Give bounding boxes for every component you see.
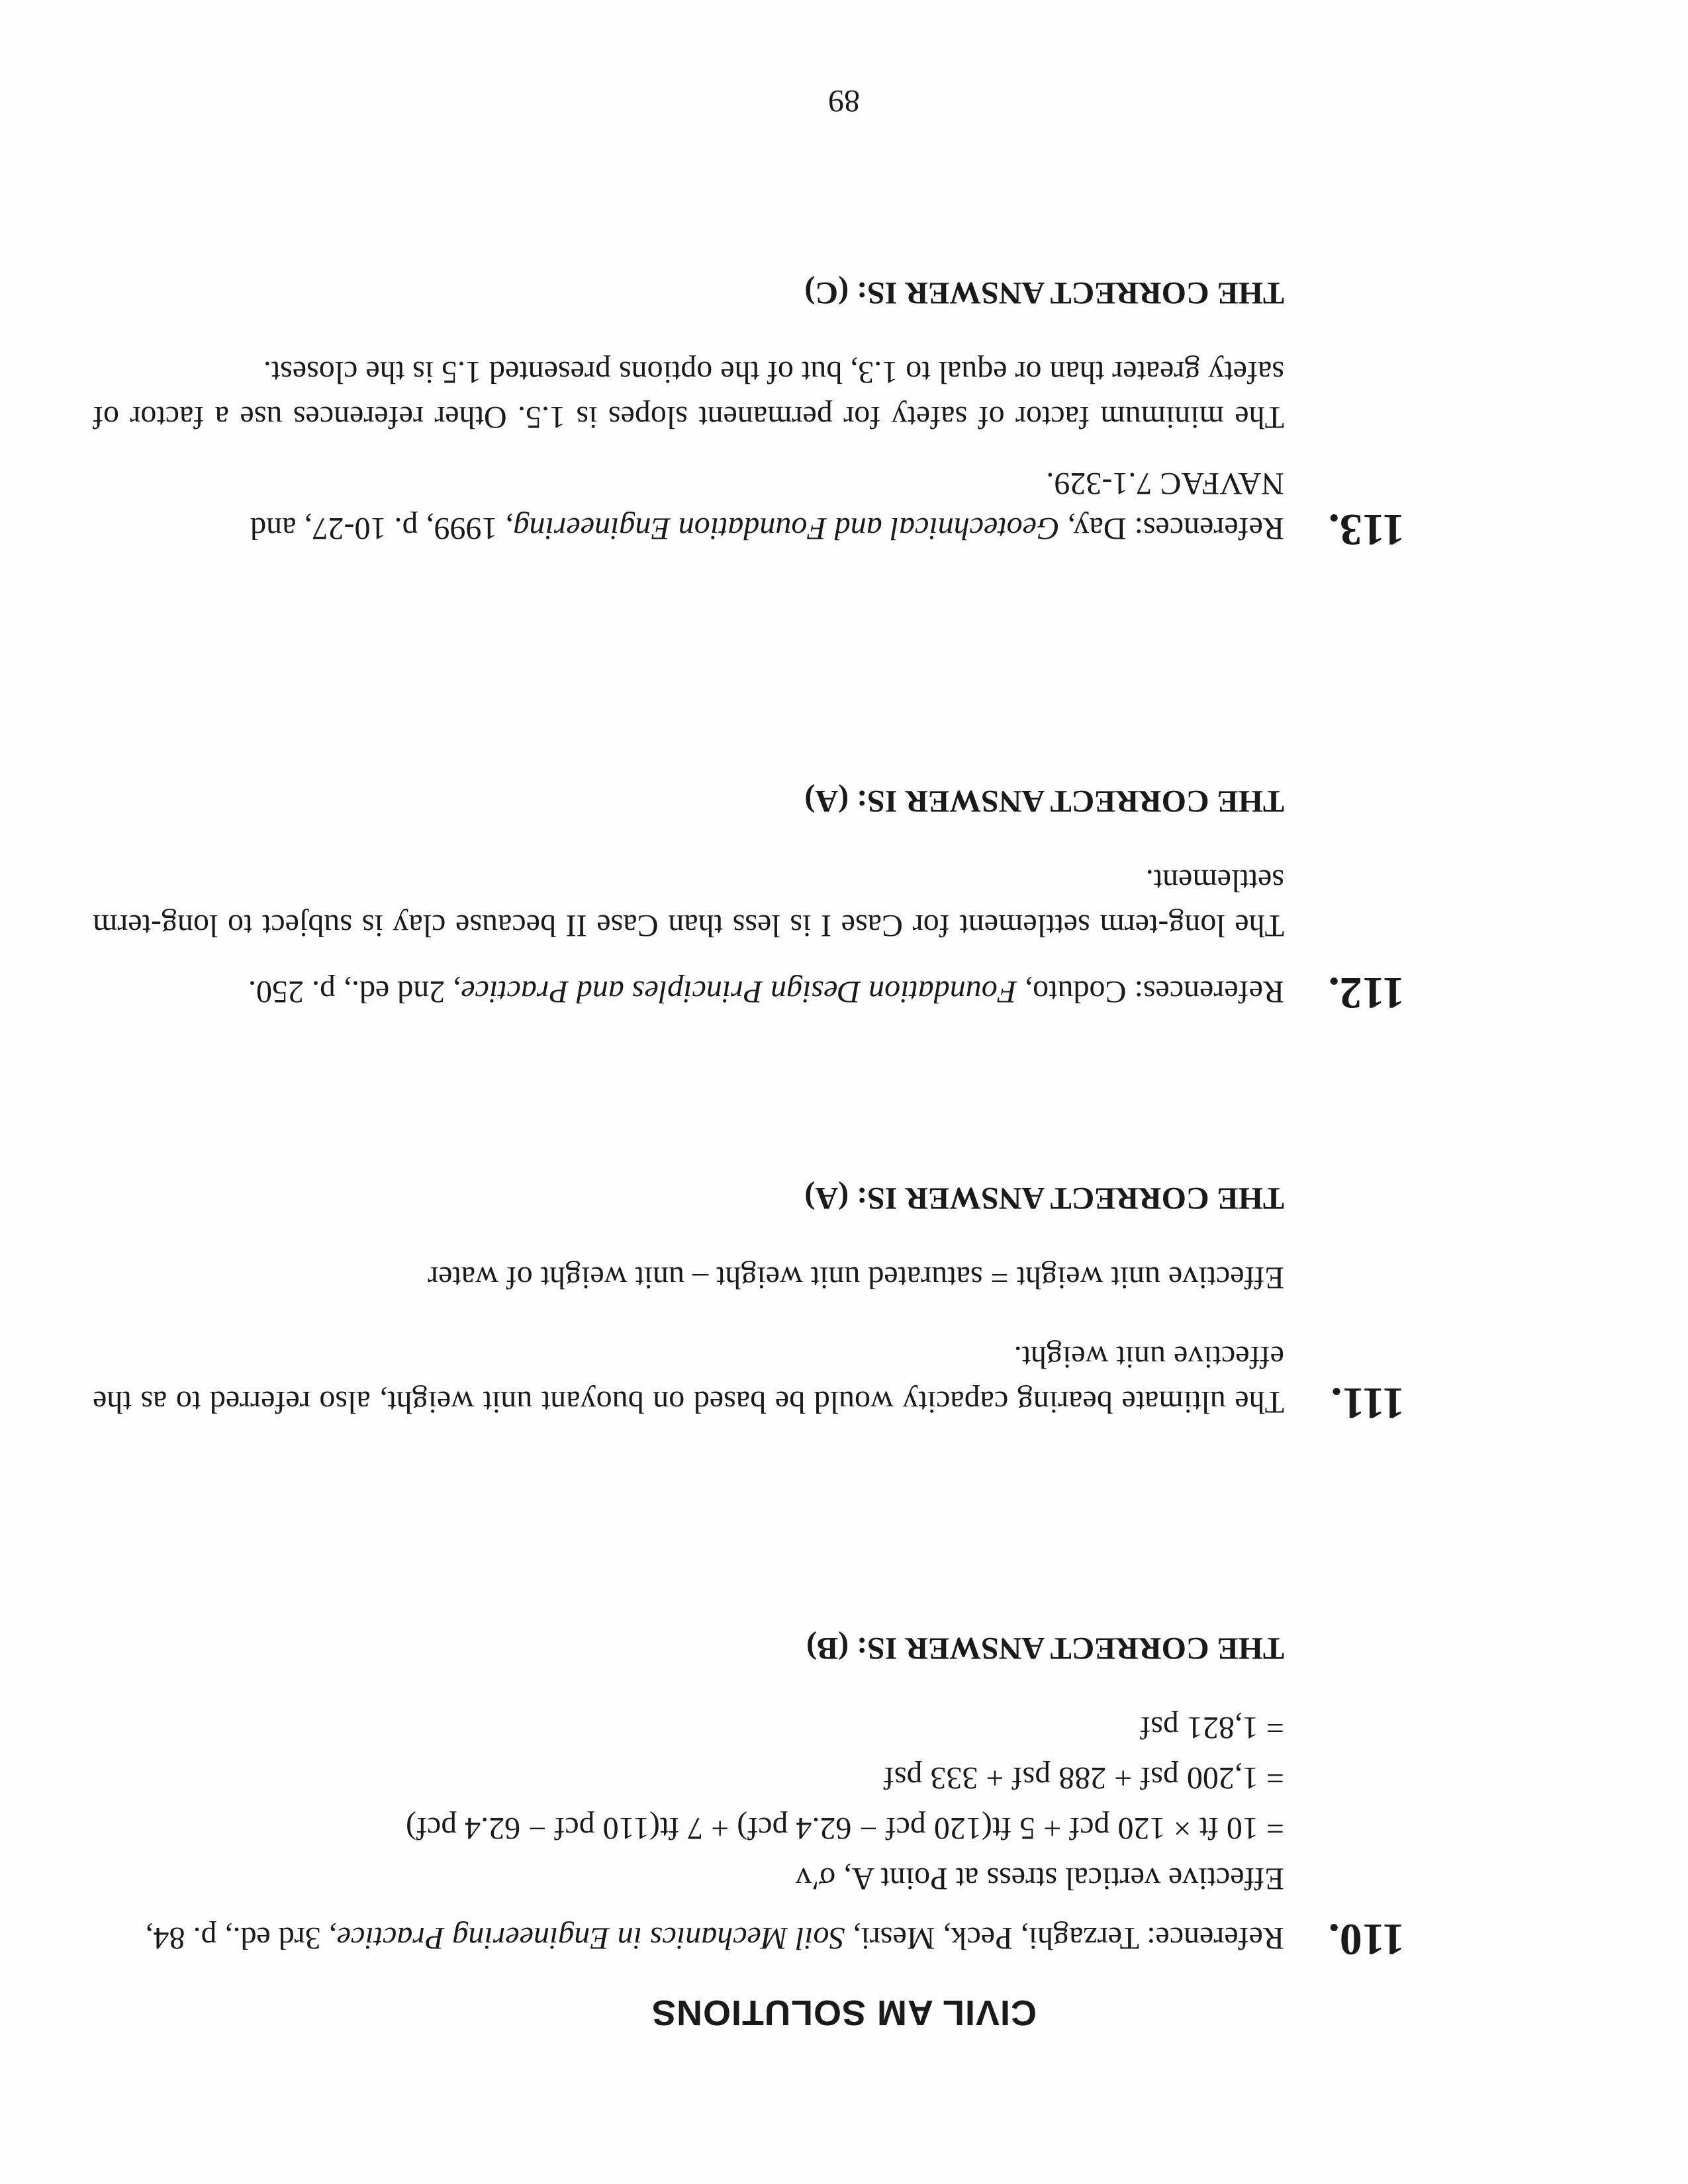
- correct-answer: THE CORRECT ANSWER IS: (B): [806, 1631, 1284, 1666]
- reference-title: Soil Mechanics in Engineering Practice: [336, 1921, 845, 1956]
- equation-line: = 1,200 psf + 288 psf + 333 psf: [883, 1760, 1284, 1796]
- reference-line: Reference: Terzaghi, Peck, Mesri, Soil Mechanics in Engineering Practice, 3rd ed., p. 84,: [145, 1921, 1284, 1956]
- explanation-text: The minimum factor of safety for permanent slopes is 1.5. Other references use a factor of safety greater than or equal to 1.3, but of the options presented 1.5 is the closest.: [93, 355, 1284, 435]
- explanation-text: The long-term settlement for Case I is less than Case II because clay is subject to long-term settlement.: [93, 863, 1284, 943]
- equation-line: = 10 ft × 120 pcf + 5 ft(120 pcf − 62.4 pcf) + 7 ft(110 pcf − 62.4 pcf): [406, 1811, 1284, 1846]
- problem-number: 113.: [1328, 505, 1405, 555]
- page-number: 89: [828, 83, 860, 118]
- page-header: CIVIL AM SOLUTIONS: [651, 1993, 1037, 2032]
- correct-answer: THE CORRECT ANSWER IS: (C): [804, 275, 1284, 310]
- reference-title: Geotechnical and Foundation Engineering: [513, 511, 1060, 546]
- problem-number: 112.: [1328, 968, 1405, 1019]
- problem-number: 110.: [1328, 1915, 1405, 1965]
- reference-line: References: Day, Geotechnical and Foundation Engineering, 1999, p. 10-27, and: [250, 511, 1284, 546]
- reference-line: References: Coduto, Foundation Design Principles and Practice, 2nd ed., p. 250.: [248, 974, 1284, 1009]
- problem-number: 111.: [1331, 1379, 1405, 1429]
- formula-line: Effective unit weight = saturated unit weight – unit weight of water: [428, 1260, 1284, 1295]
- explanation-text: The ultimate bearing capacity would be based on buoyant unit weight, also referred to as the effective unit weight.: [93, 1340, 1284, 1420]
- reference-title: Foundation Design Principles and Practice: [461, 974, 1017, 1009]
- reference-line-2: NAVFAC 7.1-329.: [1046, 466, 1284, 501]
- correct-answer: THE CORRECT ANSWER IS: (A): [804, 1181, 1284, 1216]
- correct-answer: THE CORRECT ANSWER IS: (A): [804, 784, 1284, 819]
- equation-line: = 1,821 psf: [1140, 1710, 1284, 1745]
- calc-intro: Effective vertical stress at Point A, σ′v: [796, 1861, 1284, 1896]
